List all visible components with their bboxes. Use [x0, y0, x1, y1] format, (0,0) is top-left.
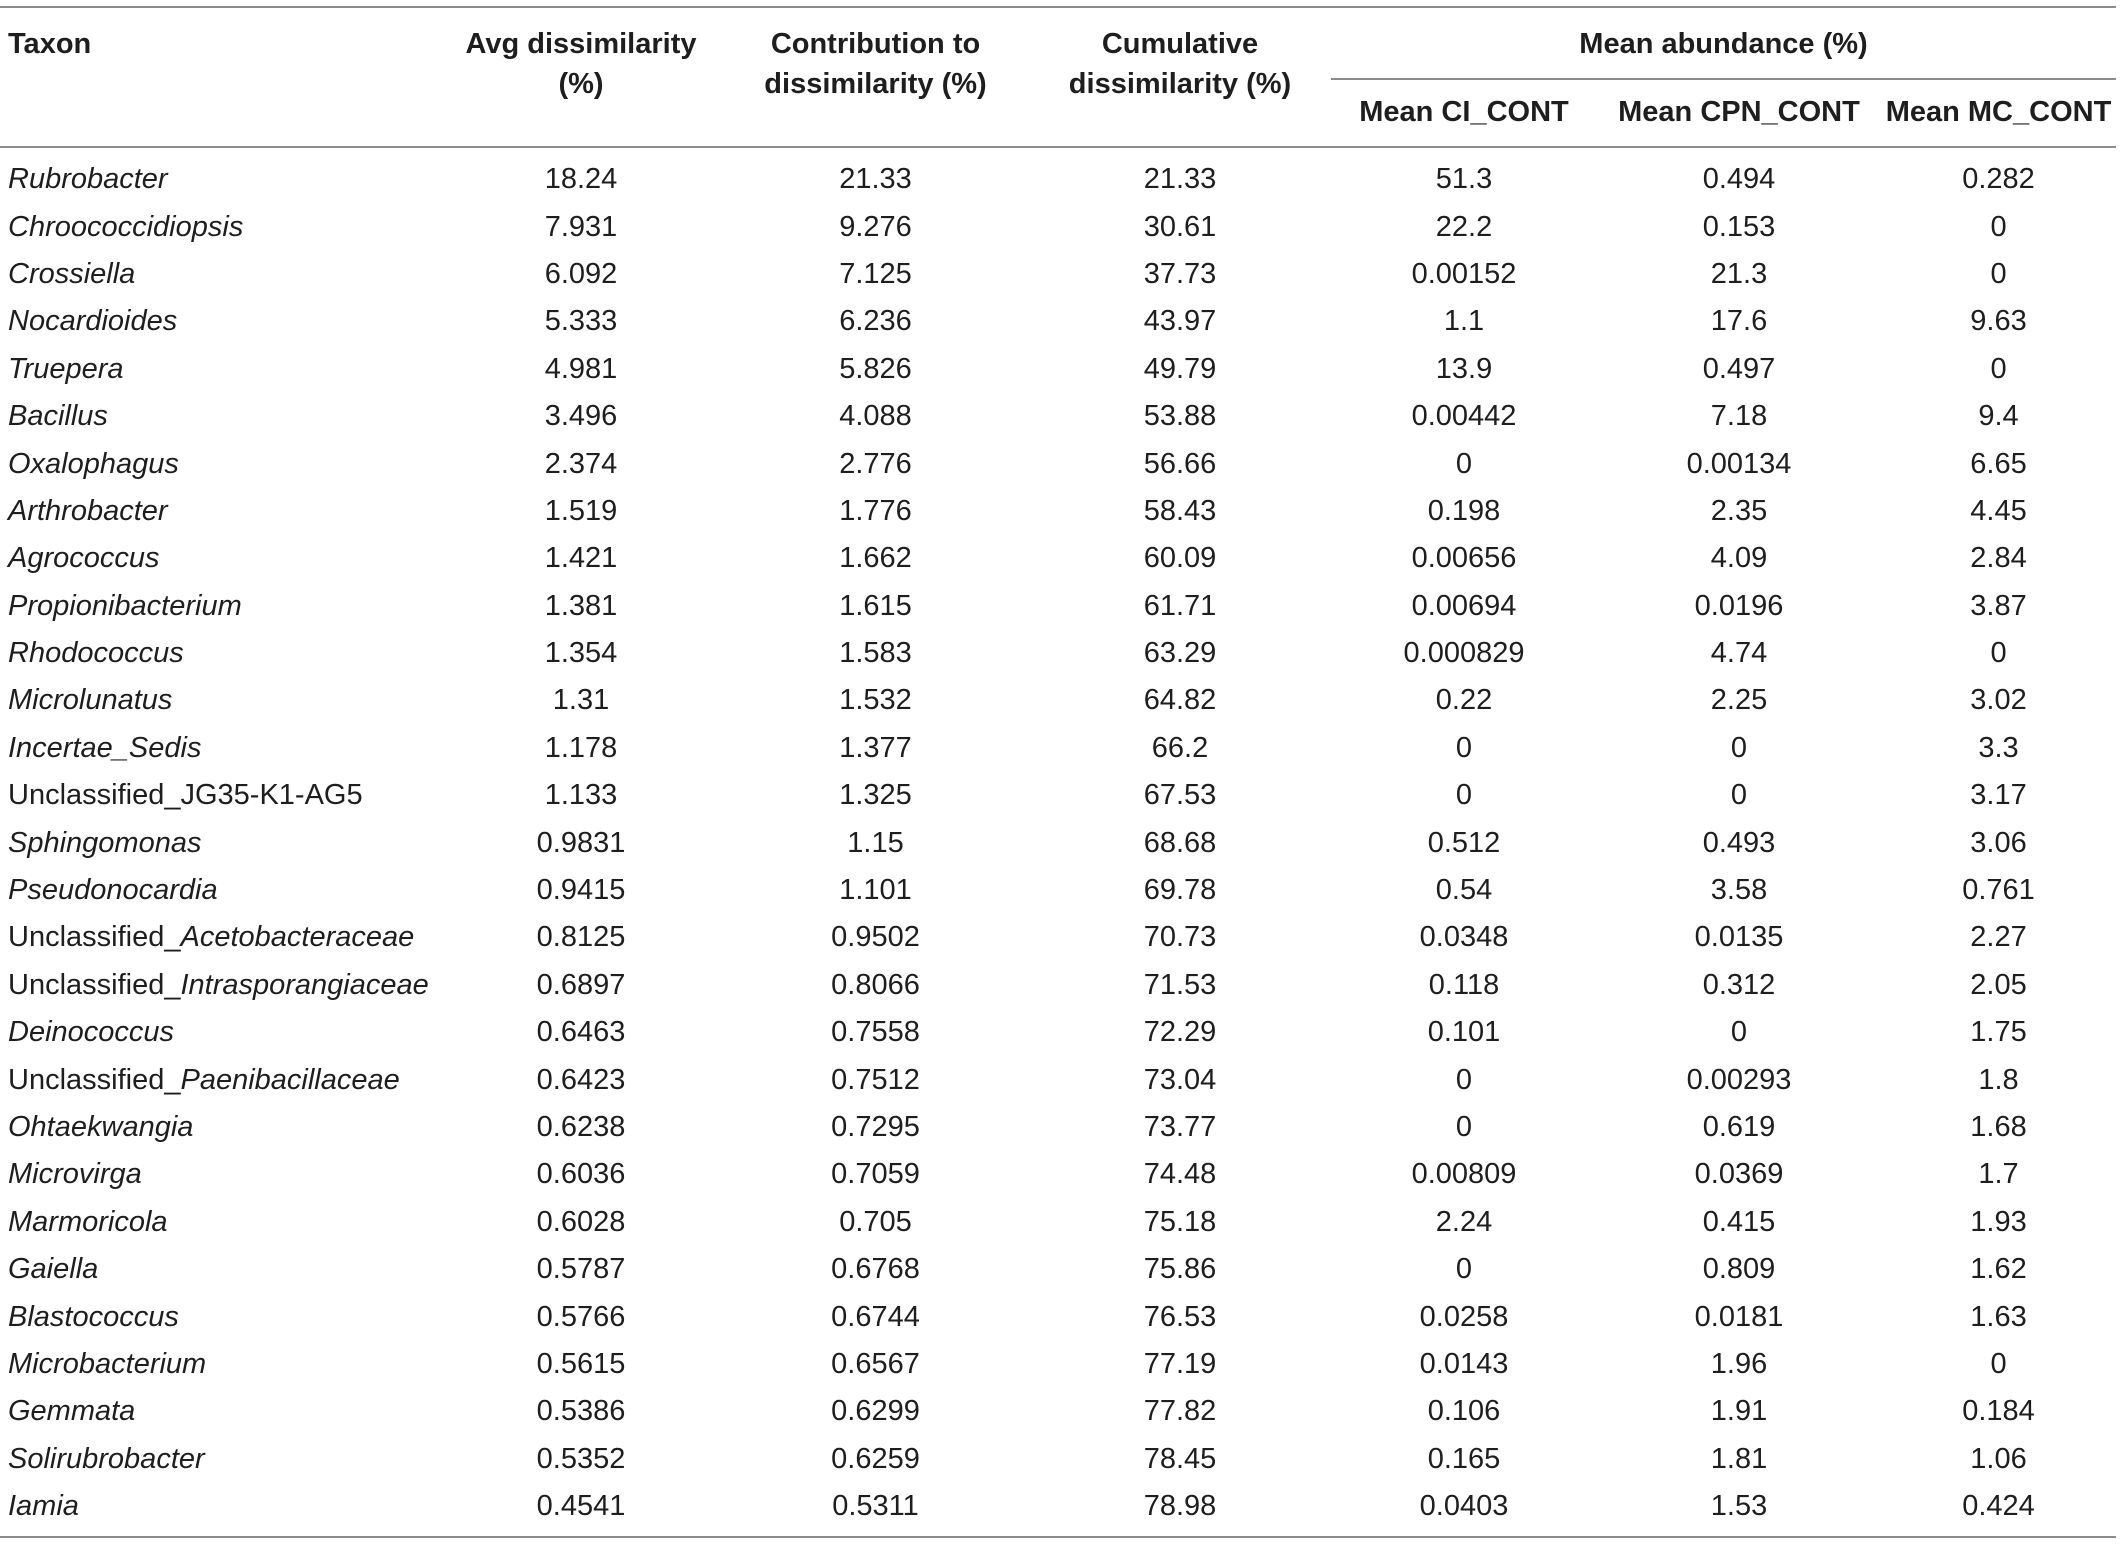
table-row [0, 1436, 2116, 1483]
contribution-cell: 1.615 [839, 589, 912, 622]
taxon-name: Bacillus [8, 400, 108, 433]
table-row [0, 535, 2116, 582]
taxon-name: Arthrobacter [8, 494, 168, 527]
taxon-cell [0, 914, 440, 961]
taxon-name: Gaiella [8, 1253, 99, 1286]
taxon-cell [0, 1056, 440, 1103]
mean-mc-cell: 1.8 [1978, 1063, 2019, 1096]
mean-ci-cell: 0.0143 [1419, 1347, 1509, 1380]
avg-dissimilarity-cell: 0.5787 [536, 1253, 626, 1286]
table-row [0, 962, 2116, 1009]
taxon-cell [0, 677, 440, 724]
contribution-cell: 1.325 [839, 779, 912, 812]
mean-mc-cell: 3.3 [1978, 731, 2019, 764]
table-row [0, 725, 2116, 772]
mean-ci-cell: 0.00442 [1411, 400, 1517, 433]
taxon-prefix: Unclassified_ [8, 921, 181, 954]
mean-cpn-cell: 3.58 [1710, 874, 1768, 907]
mean-mc-cell: 3.87 [1970, 589, 2027, 622]
mean-mc-cell: 0 [1990, 637, 2007, 670]
contribution-cell: 1.532 [839, 684, 912, 717]
mean-cpn-cell: 0.619 [1702, 1111, 1776, 1143]
taxon-cell [0, 488, 440, 535]
contribution-cell: 1.101 [839, 874, 912, 907]
mean-mc-cell: 0 [1990, 1347, 2007, 1380]
taxon-name: Ohtaekwangia [8, 1111, 194, 1143]
cumulative-cell: 78.98 [1029, 1483, 1331, 1537]
mean-ci-cell: 0.000829 [1403, 637, 1525, 670]
avg-dissimilarity-cell: 1.354 [544, 637, 618, 670]
avg-dissimilarity-cell: 18.24 [544, 163, 618, 196]
simper-table [0, 6, 2116, 1538]
contribution-cell: 0.8066 [831, 968, 920, 1001]
taxon-cell [0, 535, 440, 582]
taxon-prefix: Unclassified_JG35-K1-AG5 [8, 779, 363, 812]
cumulative-cell: 75.86 [1143, 1253, 1217, 1286]
taxon-cell [0, 1009, 440, 1056]
mean-ci-cell: 0.118 [1428, 968, 1500, 1001]
mean-ci-cell: 0 [1455, 779, 1473, 812]
mean-cpn-cell: 0 [1730, 1016, 1748, 1049]
cumulative-cell: 60.09 [1143, 542, 1217, 575]
table-row [0, 1056, 2116, 1103]
cumulative-cell: 77.19 [1143, 1347, 1217, 1380]
mean-ci-cell: 1.1 [1443, 305, 1485, 338]
mean-ci-cell: 51.3 [1435, 163, 1493, 196]
taxon-name: Paenibacillaceae [180, 1063, 400, 1096]
table-row [0, 147, 2116, 203]
avg-dissimilarity-cell: 0.6238 [536, 1111, 626, 1143]
contribution-cell: 0.6299 [831, 1395, 920, 1428]
cumulative-cell: 58.43 [1143, 494, 1217, 527]
table-row [0, 1009, 2116, 1056]
taxon-name: Iamia [8, 1490, 79, 1523]
mean-mc-cell: 0 [1990, 257, 2007, 290]
taxon-cell [0, 1341, 440, 1388]
avg-dissimilarity-cell: 1.133 [544, 779, 618, 812]
taxon-cell [0, 819, 440, 866]
header-avg-dissimilarity: Avg dissimilarity (%) [465, 28, 697, 100]
mean-ci-cell: 0.0258 [1419, 1300, 1509, 1333]
taxon-name: Blastococcus [8, 1300, 179, 1333]
taxon-name: Crossiella [8, 257, 136, 290]
header-mean-abundance: Mean abundance (%) [1579, 28, 1868, 60]
mean-mc-cell: 2.84 [1970, 542, 2027, 575]
taxon-cell [0, 1151, 440, 1198]
avg-dissimilarity-cell: 0.5386 [536, 1395, 626, 1428]
taxon-cell [0, 1199, 440, 1246]
cumulative-cell: 37.73 [1143, 257, 1217, 290]
mean-cpn-cell: 21.3 [1710, 257, 1768, 290]
mean-cpn-cell: 2.25 [1710, 684, 1768, 717]
taxon-name: Agrococcus [8, 542, 160, 575]
table-row [0, 1199, 2116, 1246]
taxon-cell [0, 583, 440, 630]
cumulative-cell: 61.71 [1143, 589, 1217, 622]
cumulative-cell: 67.53 [1143, 779, 1217, 812]
contribution-cell: 2.776 [839, 447, 912, 480]
table-row [0, 630, 2116, 677]
mean-ci-cell: 0.00809 [1411, 1158, 1517, 1191]
taxon-cell [0, 346, 440, 393]
mean-ci-cell: 22.2 [1435, 210, 1493, 243]
mean-ci-cell: 0 [1455, 447, 1473, 480]
taxon-cell [0, 1246, 440, 1293]
contribution-cell: 5.826 [839, 352, 912, 385]
mean-cpn-cell: 0.312 [1702, 968, 1776, 1001]
header-contribution: Contribution to dissimilarity (%) [764, 28, 987, 100]
taxon-cell [0, 867, 440, 914]
table-row [0, 583, 2116, 630]
taxon-name: Intrasporangiaceae [180, 968, 429, 1001]
mean-cpn-cell: 0.00134 [1686, 447, 1792, 480]
cumulative-cell: 30.61 [1143, 210, 1217, 243]
table-body [0, 147, 2116, 1537]
contribution-cell: 6.236 [839, 305, 912, 338]
contribution-cell: 0.6744 [831, 1300, 920, 1333]
avg-dissimilarity-cell: 0.6036 [536, 1158, 626, 1191]
avg-dissimilarity-cell: 2.374 [544, 447, 618, 480]
taxon-cell [0, 1483, 440, 1537]
taxon-name: Nocardioides [8, 305, 178, 338]
mean-mc-cell: 3.02 [1970, 684, 2027, 717]
mean-ci-cell: 0.165 [1427, 1442, 1501, 1475]
mean-mc-cell: 6.65 [1970, 447, 2027, 480]
cumulative-cell: 56.66 [1143, 447, 1217, 480]
mean-mc-cell: 9.4 [1978, 400, 2019, 433]
mean-ci-cell: 0.0348 [1419, 921, 1509, 954]
avg-dissimilarity-cell: 6.092 [544, 257, 618, 290]
cumulative-cell: 64.82 [1143, 684, 1217, 717]
table-row [0, 440, 2116, 487]
mean-cpn-cell: 0.494 [1702, 163, 1776, 196]
table-row [0, 677, 2116, 724]
contribution-cell: 0.7059 [831, 1158, 920, 1191]
table-row [0, 1104, 2116, 1151]
contribution-cell: 0.9502 [831, 921, 920, 954]
contribution-cell: 7.125 [839, 257, 912, 290]
mean-ci-cell: 13.9 [1435, 352, 1493, 385]
cumulative-cell: 77.82 [1143, 1395, 1217, 1428]
cumulative-cell: 76.53 [1143, 1300, 1217, 1333]
avg-dissimilarity-cell: 0.8125 [536, 921, 626, 954]
taxon-name: Gemmata [8, 1395, 136, 1428]
mean-cpn-cell: 0.0135 [1694, 921, 1784, 954]
taxon-cell [0, 147, 440, 203]
avg-dissimilarity-cell: 0.9831 [536, 826, 626, 859]
cumulative-cell: 53.88 [1143, 400, 1217, 433]
taxon-name: Sphingomonas [8, 826, 202, 859]
mean-cpn-cell: 0.0181 [1694, 1300, 1784, 1333]
mean-mc-cell: 1.93 [1970, 1205, 2027, 1238]
mean-ci-cell: 2.24 [1435, 1205, 1493, 1238]
cumulative-cell: 49.79 [1143, 352, 1217, 385]
mean-ci-cell: 0.00656 [1411, 542, 1517, 575]
mean-cpn-cell: 0.809 [1702, 1253, 1776, 1286]
contribution-cell: 0.705 [839, 1205, 912, 1238]
mean-cpn-cell: 0.415 [1702, 1205, 1776, 1238]
header-mean-mc: Mean MC_CONT [1881, 79, 2116, 147]
cumulative-cell: 68.68 [1143, 826, 1217, 859]
table-row [0, 1293, 2116, 1340]
mean-cpn-cell: 0.0369 [1694, 1158, 1784, 1191]
taxon-cell [0, 1293, 440, 1340]
table-row [0, 1151, 2116, 1198]
mean-mc-cell: 3.06 [1970, 826, 2027, 859]
taxon-cell [0, 251, 440, 298]
cumulative-cell: 70.73 [1143, 921, 1217, 954]
mean-cpn-cell: 1.91 [1710, 1395, 1768, 1428]
avg-dissimilarity-cell: 4.981 [544, 352, 618, 385]
mean-ci-cell: 0 [1455, 1253, 1473, 1286]
taxon-cell [0, 1388, 440, 1435]
mean-mc-cell: 0.184 [1962, 1395, 2035, 1428]
contribution-cell: 0.6567 [831, 1347, 920, 1380]
mean-ci-cell: 0.512 [1427, 826, 1501, 859]
cumulative-cell: 69.78 [1143, 874, 1217, 907]
taxon-cell [0, 1436, 440, 1483]
mean-ci-cell: 0.54 [1435, 874, 1493, 907]
mean-ci-cell: 0 [1455, 1063, 1473, 1096]
contribution-cell: 0.7558 [831, 1016, 920, 1049]
table-row [0, 393, 2116, 440]
mean-mc-cell: 2.05 [1970, 968, 2027, 1001]
cumulative-cell: 73.77 [1143, 1111, 1217, 1143]
avg-dissimilarity-cell: 3.496 [544, 400, 618, 433]
mean-ci-cell: 0.22 [1435, 684, 1493, 717]
taxon-name: Chroococcidiopsis [8, 210, 244, 243]
mean-cpn-cell: 1.53 [1597, 1483, 1881, 1537]
contribution-cell: 0.7295 [831, 1111, 920, 1143]
taxon-name: Solirubrobacter [8, 1442, 205, 1475]
cumulative-cell: 74.48 [1143, 1158, 1217, 1191]
avg-dissimilarity-cell: 0.6028 [536, 1205, 626, 1238]
taxon-cell [0, 630, 440, 677]
taxon-cell [0, 772, 440, 819]
mean-cpn-cell: 1.81 [1710, 1442, 1768, 1475]
taxon-cell [0, 962, 440, 1009]
mean-mc-cell: 2.27 [1970, 921, 2027, 954]
mean-cpn-cell: 0.0196 [1694, 589, 1784, 622]
mean-mc-cell: 0.282 [1962, 163, 2035, 196]
avg-dissimilarity-cell: 1.519 [544, 494, 618, 527]
mean-cpn-cell: 4.09 [1710, 542, 1768, 575]
cumulative-cell: 43.97 [1143, 305, 1217, 338]
taxon-name: Microlunatus [8, 684, 173, 717]
taxon-name: Pseudonocardia [8, 874, 218, 907]
mean-ci-cell: 0 [1455, 1111, 1473, 1143]
taxon-cell [0, 393, 440, 440]
mean-mc-cell: 1.63 [1970, 1300, 2027, 1333]
mean-mc-cell: 9.63 [1970, 305, 2027, 338]
contribution-cell: 4.088 [839, 400, 912, 433]
table-row [0, 298, 2116, 345]
taxon-name: Propionibacterium [8, 589, 242, 622]
header-mean-cpn: Mean CPN_CONT [1597, 79, 1881, 147]
avg-dissimilarity-cell: 0.5766 [536, 1300, 626, 1333]
table-row [0, 251, 2116, 298]
cumulative-cell: 63.29 [1143, 637, 1217, 670]
contribution-cell: 0.6768 [831, 1253, 920, 1286]
table-row [0, 203, 2116, 250]
mean-mc-cell: 1.7 [1978, 1158, 2019, 1191]
table-row [0, 819, 2116, 866]
cumulative-cell: 66.2 [1151, 731, 1209, 764]
cumulative-cell: 75.18 [1143, 1205, 1217, 1238]
avg-dissimilarity-cell: 5.333 [544, 305, 618, 338]
contribution-cell: 9.276 [839, 210, 912, 243]
avg-dissimilarity-cell: 1.381 [544, 589, 618, 622]
header-cumulative: Cumulative dissimilarity (%) [1068, 28, 1292, 100]
table-row [0, 1246, 2116, 1293]
mean-mc-cell: 1.62 [1970, 1253, 2027, 1286]
mean-ci-cell: 0.00152 [1411, 257, 1517, 290]
avg-dissimilarity-cell: 0.6897 [536, 968, 626, 1001]
taxon-prefix: Unclassified_ [8, 968, 181, 1001]
contribution-cell: 1.662 [839, 542, 912, 575]
avg-dissimilarity-cell: 0.5352 [536, 1442, 626, 1475]
table-row [0, 488, 2116, 535]
taxon-prefix: Unclassified_ [8, 1063, 181, 1096]
mean-cpn-cell: 0.153 [1702, 210, 1776, 243]
mean-mc-cell: 1.75 [1970, 1016, 2027, 1049]
table-row [0, 1341, 2116, 1388]
taxon-name: Marmoricola [8, 1205, 168, 1238]
contribution-cell: 1.15 [847, 826, 904, 859]
mean-cpn-cell: 17.6 [1710, 305, 1768, 338]
contribution-cell: 21.33 [839, 163, 912, 196]
taxon-name: Incertae_Sedis [8, 731, 202, 764]
mean-mc-cell: 0.424 [1881, 1483, 2116, 1537]
avg-dissimilarity-cell: 7.931 [544, 210, 618, 243]
mean-cpn-cell: 1.96 [1710, 1347, 1768, 1380]
contribution-cell: 0.6259 [831, 1442, 920, 1475]
mean-mc-cell: 1.68 [1970, 1111, 2027, 1143]
taxon-cell [0, 1104, 440, 1151]
avg-dissimilarity-cell: 0.6423 [536, 1063, 626, 1096]
mean-cpn-cell: 2.35 [1710, 494, 1768, 527]
mean-cpn-cell: 0.497 [1702, 352, 1776, 385]
cumulative-cell: 21.33 [1143, 163, 1217, 196]
contribution-cell: 0.7512 [831, 1063, 920, 1096]
taxon-name: Truepera [8, 352, 124, 385]
taxon-cell [0, 440, 440, 487]
table-header [0, 7, 2116, 147]
avg-dissimilarity-cell: 0.9415 [536, 874, 626, 907]
avg-dissimilarity-cell: 0.6463 [536, 1016, 626, 1049]
cumulative-cell: 72.29 [1143, 1016, 1217, 1049]
table-row [0, 867, 2116, 914]
taxon-cell [0, 298, 440, 345]
mean-ci-cell: 0.0403 [1331, 1483, 1597, 1537]
contribution-cell: 1.776 [839, 494, 912, 527]
header-taxon: Taxon [8, 28, 92, 60]
taxon-name: Microbacterium [8, 1347, 207, 1380]
mean-cpn-cell: 0.493 [1702, 826, 1776, 859]
mean-ci-cell: 0.106 [1427, 1395, 1501, 1428]
avg-dissimilarity-cell: 1.31 [552, 684, 610, 717]
avg-dissimilarity-cell: 0.5615 [536, 1347, 626, 1380]
header-mean-ci: Mean CI_CONT [1331, 79, 1597, 147]
taxon-name: Rhodococcus [8, 637, 184, 670]
mean-mc-cell: 4.45 [1970, 494, 2027, 527]
mean-mc-cell: 0 [1990, 210, 2007, 243]
mean-ci-cell: 0 [1455, 731, 1473, 764]
table-row [0, 1483, 2116, 1537]
taxon-name: Microvirga [8, 1158, 142, 1191]
mean-cpn-cell: 0.00293 [1686, 1063, 1792, 1096]
mean-cpn-cell: 0 [1730, 779, 1748, 812]
avg-dissimilarity-cell: 1.178 [544, 731, 618, 764]
mean-mc-cell: 0 [1990, 352, 2007, 385]
contribution-cell: 1.377 [839, 731, 912, 764]
contribution-cell: 1.583 [839, 637, 912, 670]
mean-ci-cell: 0.101 [1427, 1016, 1501, 1049]
taxon-cell [0, 203, 440, 250]
taxon-name: Deinococcus [8, 1016, 175, 1049]
mean-ci-cell: 0.198 [1427, 494, 1501, 527]
taxon-name: Oxalophagus [8, 447, 179, 480]
mean-mc-cell: 3.17 [1970, 779, 2027, 812]
mean-ci-cell: 0.00694 [1411, 589, 1517, 622]
avg-dissimilarity-cell: 0.4541 [440, 1483, 722, 1537]
cumulative-cell: 71.53 [1143, 968, 1217, 1001]
mean-cpn-cell: 0 [1730, 731, 1748, 764]
taxon-name: Acetobacteraceae [180, 921, 415, 954]
mean-mc-cell: 0.761 [1962, 874, 2035, 907]
mean-mc-cell: 1.06 [1970, 1442, 2027, 1475]
table-row [0, 772, 2116, 819]
table-row [0, 1388, 2116, 1435]
cumulative-cell: 73.04 [1143, 1063, 1217, 1096]
taxon-cell [0, 725, 440, 772]
mean-cpn-cell: 7.18 [1710, 400, 1768, 433]
cumulative-cell: 78.45 [1143, 1442, 1217, 1475]
table-row [0, 346, 2116, 393]
avg-dissimilarity-cell: 1.421 [544, 542, 618, 575]
contribution-cell: 0.5311 [722, 1483, 1029, 1537]
table-row [0, 914, 2116, 961]
mean-cpn-cell: 4.74 [1710, 637, 1768, 670]
taxon-name: Rubrobacter [8, 163, 168, 196]
